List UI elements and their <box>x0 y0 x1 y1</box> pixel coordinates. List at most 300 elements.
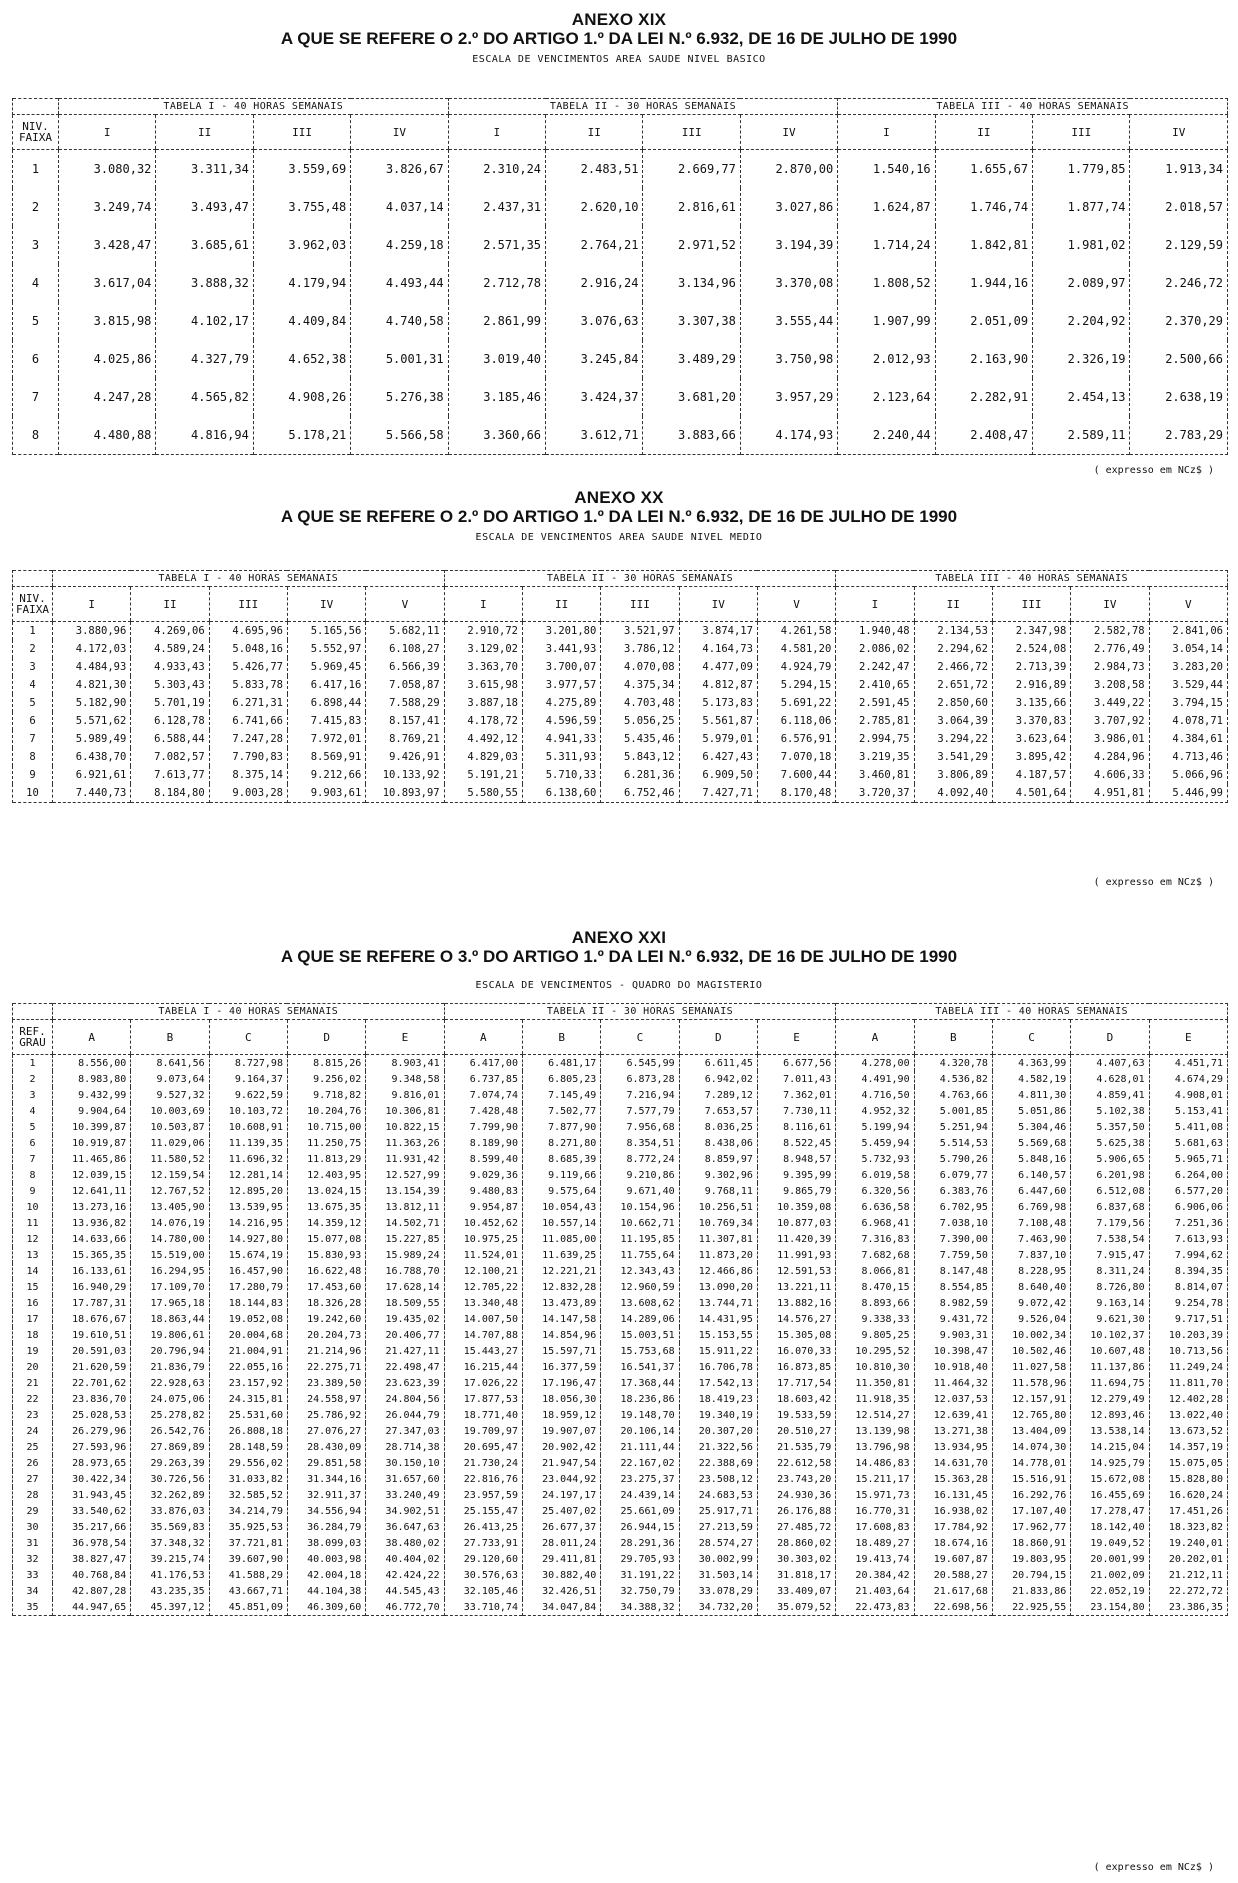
salary-cell: 12.527,99 <box>366 1167 444 1183</box>
salary-cell: 6.271,31 <box>209 694 287 712</box>
salary-cell: 4.174,93 <box>740 416 837 455</box>
salary-cell: 13.154,39 <box>366 1183 444 1199</box>
salary-cell: 3.615,98 <box>444 676 522 694</box>
salary-cell: 7.799,90 <box>444 1119 522 1135</box>
row-level: 24 <box>13 1423 53 1439</box>
anexo-21-section <box>0 928 1238 993</box>
salary-cell: 4.384,61 <box>1149 730 1227 748</box>
salary-cell: 3.559,69 <box>253 150 350 189</box>
salary-cell: 32.105,46 <box>444 1583 522 1599</box>
salary-cell: 16.457,90 <box>209 1263 287 1279</box>
salary-cell: 10.918,40 <box>914 1359 992 1375</box>
salary-cell: 5.790,26 <box>914 1151 992 1167</box>
salary-cell: 26.044,79 <box>366 1407 444 1423</box>
salary-cell: 4.259,18 <box>351 226 448 264</box>
salary-cell: 28.011,24 <box>522 1535 600 1551</box>
salary-cell: 12.039,15 <box>53 1167 131 1183</box>
salary-cell: 9.768,11 <box>679 1183 757 1199</box>
salary-cell: 4.628,01 <box>1071 1071 1149 1087</box>
salary-cell: 17.451,26 <box>1149 1503 1227 1519</box>
salary-cell: 5.514,53 <box>914 1135 992 1151</box>
salary-cell: 22.272,72 <box>1149 1583 1227 1599</box>
salary-cell: 21.535,79 <box>757 1439 835 1455</box>
salary-cell: 6.677,56 <box>757 1055 835 1072</box>
column-header: D <box>1071 1020 1149 1055</box>
anexo-21-table <box>12 1003 1228 1616</box>
row-level: 6 <box>13 340 59 378</box>
salary-cell: 3.311,34 <box>156 150 253 189</box>
row-level: 6 <box>13 712 53 730</box>
salary-cell: 7.145,49 <box>522 1087 600 1103</box>
table-row <box>13 784 1228 803</box>
salary-cell: 2.589,11 <box>1033 416 1130 455</box>
row-level: 8 <box>13 416 59 455</box>
salary-cell: 21.214,96 <box>287 1343 365 1359</box>
salary-cell: 4.451,71 <box>1149 1055 1227 1072</box>
salary-cell: 20.510,27 <box>757 1423 835 1439</box>
salary-cell: 19.049,52 <box>1071 1535 1149 1551</box>
salary-cell: 9.865,79 <box>757 1183 835 1199</box>
column-header: III <box>992 587 1070 622</box>
salary-cell: 9.395,99 <box>757 1167 835 1183</box>
salary-cell: 3.685,61 <box>156 226 253 264</box>
salary-cell: 13.538,14 <box>1071 1423 1149 1439</box>
salary-cell: 2.282,91 <box>935 378 1032 416</box>
salary-cell: 3.623,64 <box>992 730 1070 748</box>
salary-cell: 4.816,94 <box>156 416 253 455</box>
salary-cell: 3.529,44 <box>1149 676 1227 694</box>
row-level: 22 <box>13 1391 53 1407</box>
group-header: TABELA II - 30 HORAS SEMANAIS <box>444 571 836 587</box>
salary-cell: 5.276,38 <box>351 378 448 416</box>
salary-cell: 18.419,23 <box>679 1391 757 1407</box>
salary-cell: 12.402,28 <box>1149 1391 1227 1407</box>
salary-cell: 6.906,06 <box>1149 1199 1227 1215</box>
salary-cell: 42.807,28 <box>53 1583 131 1599</box>
salary-cell: 8.189,90 <box>444 1135 522 1151</box>
salary-cell: 8.170,48 <box>757 784 835 803</box>
salary-cell: 17.608,83 <box>836 1519 914 1535</box>
salary-cell: 36.978,54 <box>53 1535 131 1551</box>
salary-cell: 11.578,96 <box>992 1375 1070 1391</box>
table-row <box>13 1247 1228 1263</box>
salary-cell: 3.888,32 <box>156 264 253 302</box>
column-header: IV <box>287 587 365 622</box>
salary-cell: 4.763,66 <box>914 1087 992 1103</box>
salary-cell: 18.674,16 <box>914 1535 992 1551</box>
salary-cell: 8.903,41 <box>366 1055 444 1072</box>
salary-cell: 6.438,70 <box>53 748 131 766</box>
salary-cell: 2.246,72 <box>1130 264 1228 302</box>
salary-cell: 11.813,29 <box>287 1151 365 1167</box>
salary-cell: 4.247,28 <box>59 378 156 416</box>
salary-cell: 22.928,63 <box>131 1375 209 1391</box>
salary-cell: 11.085,00 <box>522 1231 600 1247</box>
salary-cell: 1.940,48 <box>836 622 914 641</box>
table-row <box>13 416 1228 455</box>
salary-cell: 29.120,60 <box>444 1551 522 1567</box>
salary-cell: 6.752,46 <box>601 784 679 803</box>
salary-cell: 3.129,02 <box>444 640 522 658</box>
salary-cell: 10.054,43 <box>522 1199 600 1215</box>
salary-cell: 18.236,86 <box>601 1391 679 1407</box>
salary-cell: 4.908,26 <box>253 378 350 416</box>
salary-cell: 12.466,86 <box>679 1263 757 1279</box>
salary-cell: 3.363,70 <box>444 658 522 676</box>
salary-cell: 10.399,87 <box>53 1119 131 1135</box>
salary-cell: 13.022,40 <box>1149 1407 1227 1423</box>
column-header: III <box>253 115 350 150</box>
row-level: 13 <box>13 1247 53 1263</box>
row-level: 10 <box>13 1199 53 1215</box>
salary-cell: 7.082,57 <box>131 748 209 766</box>
row-level: 10 <box>13 784 53 803</box>
salary-cell: 17.107,40 <box>992 1503 1070 1519</box>
salary-cell: 24.439,14 <box>601 1487 679 1503</box>
salary-cell: 10.203,39 <box>1149 1327 1227 1343</box>
salary-cell: 22.701,62 <box>53 1375 131 1391</box>
salary-cell: 3.880,96 <box>53 622 131 641</box>
salary-cell: 3.249,74 <box>59 188 156 226</box>
table-row <box>13 1263 1228 1279</box>
salary-cell: 23.743,20 <box>757 1471 835 1487</box>
salary-cell: 10.359,08 <box>757 1199 835 1215</box>
anexo-20-subtitle: A QUE SE REFERE O 2.º DO ARTIGO 1.º DA LEI N.º 6.932, DE 16 DE JULHO DE 1990 <box>280 507 958 526</box>
salary-cell: 21.730,24 <box>444 1455 522 1471</box>
salary-cell: 7.877,90 <box>522 1119 600 1135</box>
salary-cell: 26.542,76 <box>131 1423 209 1439</box>
salary-cell: 23.957,59 <box>444 1487 522 1503</box>
salary-cell: 7.538,54 <box>1071 1231 1149 1247</box>
salary-cell: 13.139,98 <box>836 1423 914 1439</box>
row-level: 8 <box>13 1167 53 1183</box>
salary-cell: 13.273,16 <box>53 1199 131 1215</box>
salary-cell: 16.455,69 <box>1071 1487 1149 1503</box>
anexo-21-scale: ESCALA DE VENCIMENTOS - QUADRO DO MAGISTERIO <box>475 980 763 991</box>
row-header: NIV. FAIXA <box>13 587 53 622</box>
salary-cell: 9.348,58 <box>366 1071 444 1087</box>
salary-cell: 35.569,83 <box>131 1519 209 1535</box>
salary-cell: 5.989,49 <box>53 730 131 748</box>
salary-cell: 9.575,64 <box>522 1183 600 1199</box>
salary-cell: 20.204,73 <box>287 1327 365 1343</box>
table-row <box>13 378 1228 416</box>
salary-cell: 7.038,10 <box>914 1215 992 1231</box>
salary-cell: 7.058,87 <box>366 676 444 694</box>
salary-cell: 4.924,79 <box>757 658 835 676</box>
salary-cell: 3.612,71 <box>546 416 643 455</box>
salary-cell: 4.952,32 <box>836 1103 914 1119</box>
salary-cell: 4.493,44 <box>351 264 448 302</box>
table-row <box>13 622 1228 641</box>
salary-cell: 8.983,80 <box>53 1071 131 1087</box>
salary-cell: 24.683,53 <box>679 1487 757 1503</box>
salary-cell: 40.003,98 <box>287 1551 365 1567</box>
salary-cell: 10.003,69 <box>131 1103 209 1119</box>
salary-cell: 4.409,84 <box>253 302 350 340</box>
group-header: TABELA III - 40 HORAS SEMANAIS <box>836 571 1228 587</box>
salary-cell: 21.212,11 <box>1149 1567 1227 1583</box>
salary-cell: 17.962,77 <box>992 1519 1070 1535</box>
salary-cell: 4.606,33 <box>1071 766 1149 784</box>
salary-cell: 8.815,26 <box>287 1055 365 1072</box>
salary-cell: 12.279,49 <box>1071 1391 1149 1407</box>
salary-cell: 5.251,94 <box>914 1119 992 1135</box>
salary-cell: 5.732,93 <box>836 1151 914 1167</box>
salary-cell: 25.661,09 <box>601 1503 679 1519</box>
row-header: REF. GRAU <box>13 1020 53 1055</box>
salary-cell: 9.163,14 <box>1071 1295 1149 1311</box>
salary-cell: 5.691,22 <box>757 694 835 712</box>
salary-cell: 6.769,98 <box>992 1199 1070 1215</box>
anexo-21-title: ANEXO XXI <box>571 928 667 947</box>
salary-cell: 2.669,77 <box>643 150 740 189</box>
salary-cell: 26.413,25 <box>444 1519 522 1535</box>
salary-cell: 46.772,70 <box>366 1599 444 1616</box>
salary-cell: 7.011,43 <box>757 1071 835 1087</box>
salary-cell: 16.622,48 <box>287 1263 365 1279</box>
salary-cell: 34.556,94 <box>287 1503 365 1519</box>
salary-cell: 17.453,60 <box>287 1279 365 1295</box>
salary-cell: 7.179,56 <box>1071 1215 1149 1231</box>
row-level: 17 <box>13 1311 53 1327</box>
salary-cell: 7.070,18 <box>757 748 835 766</box>
table-row <box>13 1151 1228 1167</box>
salary-cell: 3.441,93 <box>522 640 600 658</box>
salary-cell: 32.426,51 <box>522 1583 600 1599</box>
salary-cell: 4.716,50 <box>836 1087 914 1103</box>
salary-cell: 1.981,02 <box>1033 226 1130 264</box>
salary-cell: 8.893,66 <box>836 1295 914 1311</box>
table-row <box>13 694 1228 712</box>
salary-cell: 20.588,27 <box>914 1567 992 1583</box>
salary-cell: 1.907,99 <box>838 302 935 340</box>
salary-cell: 13.796,98 <box>836 1439 914 1455</box>
salary-cell: 14.216,95 <box>209 1215 287 1231</box>
salary-cell: 44.947,65 <box>53 1599 131 1616</box>
salary-cell: 4.703,48 <box>601 694 679 712</box>
group-header: TABELA II - 30 HORAS SEMANAIS <box>444 1004 836 1020</box>
salary-cell: 2.086,02 <box>836 640 914 658</box>
salary-cell: 3.755,48 <box>253 188 350 226</box>
table-row <box>13 730 1228 748</box>
salary-cell: 25.155,47 <box>444 1503 522 1519</box>
salary-cell: 9.302,96 <box>679 1167 757 1183</box>
salary-cell: 11.524,01 <box>444 1247 522 1263</box>
salary-cell: 8.727,98 <box>209 1055 287 1072</box>
salary-cell: 12.765,80 <box>992 1407 1070 1423</box>
salary-cell: 7.613,93 <box>1149 1231 1227 1247</box>
salary-cell: 4.536,82 <box>914 1071 992 1087</box>
salary-cell: 4.740,58 <box>351 302 448 340</box>
salary-cell: 3.986,01 <box>1071 730 1149 748</box>
salary-cell: 16.620,24 <box>1149 1487 1227 1503</box>
salary-cell: 6.512,08 <box>1071 1183 1149 1199</box>
salary-cell: 2.861,99 <box>448 302 545 340</box>
salary-cell: 4.179,94 <box>253 264 350 302</box>
salary-cell: 7.216,94 <box>601 1087 679 1103</box>
salary-cell: 11.580,52 <box>131 1151 209 1167</box>
salary-cell: 1.779,85 <box>1033 150 1130 189</box>
salary-cell: 31.818,17 <box>757 1567 835 1583</box>
salary-cell: 30.150,10 <box>366 1455 444 1471</box>
table-row <box>13 1295 1228 1311</box>
salary-cell: 4.480,88 <box>59 416 156 455</box>
salary-cell: 6.079,77 <box>914 1167 992 1183</box>
table-row <box>13 1183 1228 1199</box>
salary-cell: 2.841,06 <box>1149 622 1227 641</box>
salary-cell: 5.153,41 <box>1149 1103 1227 1119</box>
anexo-20-scale: ESCALA DE VENCIMENTOS AREA SAUDE NIVEL MEDIO <box>475 532 763 543</box>
anexo-19-note: ( expresso em NCz$ ) <box>1093 465 1214 476</box>
column-header: A <box>53 1020 131 1055</box>
salary-cell: 8.982,59 <box>914 1295 992 1311</box>
salary-cell: 5.710,33 <box>522 766 600 784</box>
salary-cell: 6.942,02 <box>679 1071 757 1087</box>
salary-cell: 4.589,24 <box>131 640 209 658</box>
column-header: II <box>914 587 992 622</box>
salary-cell: 21.427,11 <box>366 1343 444 1359</box>
salary-cell: 17.965,18 <box>131 1295 209 1311</box>
salary-cell: 4.164,73 <box>679 640 757 658</box>
salary-cell: 5.965,71 <box>1149 1151 1227 1167</box>
salary-cell: 6.447,60 <box>992 1183 1070 1199</box>
row-level: 30 <box>13 1519 53 1535</box>
salary-cell: 8.184,80 <box>131 784 209 803</box>
salary-cell: 18.144,83 <box>209 1295 287 1311</box>
salary-cell: 8.066,81 <box>836 1263 914 1279</box>
salary-cell: 7.730,11 <box>757 1103 835 1119</box>
anexo-21-subtitle: A QUE SE REFERE O 3.º DO ARTIGO 1.º DA LEI N.º 6.932, DE 16 DE JULHO DE 1990 <box>280 947 958 966</box>
salary-cell: 6.417,16 <box>287 676 365 694</box>
salary-cell: 12.641,11 <box>53 1183 131 1199</box>
group-header: TABELA II - 30 HORAS SEMANAIS <box>448 99 838 115</box>
salary-cell: 18.489,27 <box>836 1535 914 1551</box>
row-level: 5 <box>13 302 59 340</box>
salary-cell: 5.178,21 <box>253 416 350 455</box>
column-header: IV <box>679 587 757 622</box>
table-row <box>13 1423 1228 1439</box>
salary-cell: 30.422,34 <box>53 1471 131 1487</box>
salary-cell: 23.508,12 <box>679 1471 757 1487</box>
salary-cell: 10.877,03 <box>757 1215 835 1231</box>
salary-cell: 5.199,94 <box>836 1119 914 1135</box>
salary-cell: 2.437,31 <box>448 188 545 226</box>
salary-cell: 10.256,51 <box>679 1199 757 1215</box>
salary-cell: 16.770,31 <box>836 1503 914 1519</box>
salary-cell: 6.201,98 <box>1071 1167 1149 1183</box>
salary-cell: 13.024,15 <box>287 1183 365 1199</box>
salary-cell: 6.417,00 <box>444 1055 522 1072</box>
salary-cell: 5.066,96 <box>1149 766 1227 784</box>
salary-cell: 15.227,85 <box>366 1231 444 1247</box>
salary-cell: 29.851,58 <box>287 1455 365 1471</box>
salary-cell: 30.002,99 <box>679 1551 757 1567</box>
salary-cell: 30.576,63 <box>444 1567 522 1583</box>
salary-cell: 5.446,99 <box>1149 784 1227 803</box>
salary-cell: 7.577,79 <box>601 1103 679 1119</box>
row-level: 3 <box>13 658 53 676</box>
salary-cell: 29.411,81 <box>522 1551 600 1567</box>
salary-cell: 5.411,08 <box>1149 1119 1227 1135</box>
salary-cell: 8.772,24 <box>601 1151 679 1167</box>
table-row <box>13 1167 1228 1183</box>
column-header: I <box>444 587 522 622</box>
salary-cell: 17.787,31 <box>53 1295 131 1311</box>
salary-cell: 7.440,73 <box>53 784 131 803</box>
salary-cell: 2.370,29 <box>1130 302 1228 340</box>
salary-cell: 31.657,60 <box>366 1471 444 1487</box>
salary-cell: 17.717,54 <box>757 1375 835 1391</box>
salary-cell: 5.426,77 <box>209 658 287 676</box>
salary-cell: 2.971,52 <box>643 226 740 264</box>
anexo-20-title: ANEXO XX <box>574 488 664 507</box>
row-level: 35 <box>13 1599 53 1616</box>
table-row <box>13 1311 1228 1327</box>
salary-cell: 34.388,32 <box>601 1599 679 1616</box>
salary-cell: 14.486,83 <box>836 1455 914 1471</box>
salary-cell: 4.908,01 <box>1149 1087 1227 1103</box>
table-row <box>13 1199 1228 1215</box>
salary-cell: 9.717,51 <box>1149 1311 1227 1327</box>
salary-cell: 3.054,14 <box>1149 640 1227 658</box>
salary-cell: 7.074,74 <box>444 1087 522 1103</box>
salary-cell: 9.254,78 <box>1149 1295 1227 1311</box>
salary-cell: 25.028,53 <box>53 1407 131 1423</box>
anexo-19-subtitle: A QUE SE REFERE O 2.º DO ARTIGO 1.º DA LEI N.º 6.932, DE 16 DE JULHO DE 1990 <box>280 29 958 48</box>
salary-cell: 21.002,09 <box>1071 1567 1149 1583</box>
salary-cell: 14.576,27 <box>757 1311 835 1327</box>
table-row <box>13 1135 1228 1151</box>
salary-cell: 14.076,19 <box>131 1215 209 1231</box>
salary-cell: 2.984,73 <box>1071 658 1149 676</box>
row-level: 31 <box>13 1535 53 1551</box>
table-row <box>13 1567 1228 1583</box>
salary-cell: 21.620,59 <box>53 1359 131 1375</box>
salary-cell: 18.860,91 <box>992 1535 1070 1551</box>
salary-cell: 26.176,88 <box>757 1503 835 1519</box>
column-header: II <box>546 115 643 150</box>
salary-cell: 6.108,27 <box>366 640 444 658</box>
table-row <box>13 1407 1228 1423</box>
table-row <box>13 1503 1228 1519</box>
anexo-21-note: ( expresso em NCz$ ) <box>1093 1862 1214 1873</box>
salary-cell: 10.452,62 <box>444 1215 522 1231</box>
salary-cell: 38.480,02 <box>366 1535 444 1551</box>
salary-cell: 16.541,37 <box>601 1359 679 1375</box>
salary-cell: 4.829,03 <box>444 748 522 766</box>
column-header: A <box>444 1020 522 1055</box>
column-header: III <box>601 587 679 622</box>
salary-cell: 28.291,36 <box>601 1535 679 1551</box>
salary-cell: 22.498,47 <box>366 1359 444 1375</box>
salary-cell: 4.407,63 <box>1071 1055 1149 1072</box>
salary-cell: 7.972,01 <box>287 730 365 748</box>
column-header: II <box>522 587 600 622</box>
row-level: 2 <box>13 188 59 226</box>
salary-cell: 1.842,81 <box>935 226 1032 264</box>
salary-cell: 34.902,51 <box>366 1503 444 1519</box>
salary-cell: 8.522,45 <box>757 1135 835 1151</box>
column-header: I <box>53 587 131 622</box>
salary-cell: 20.106,14 <box>601 1423 679 1439</box>
salary-cell: 19.907,07 <box>522 1423 600 1439</box>
salary-cell: 15.830,93 <box>287 1247 365 1263</box>
salary-cell: 15.516,91 <box>992 1471 1070 1487</box>
salary-cell: 5.102,38 <box>1071 1103 1149 1119</box>
row-level: 2 <box>13 640 53 658</box>
salary-cell: 10.715,00 <box>287 1119 365 1135</box>
